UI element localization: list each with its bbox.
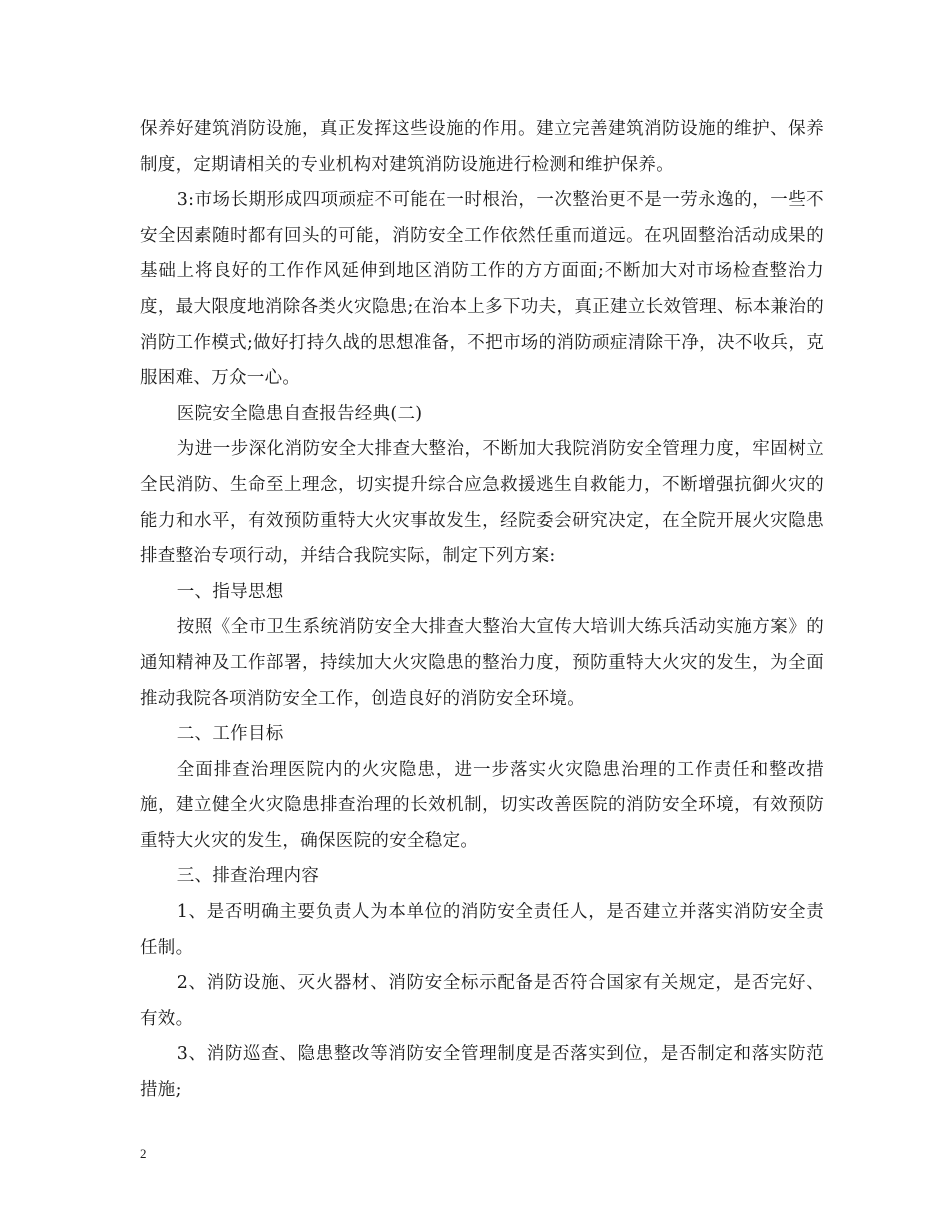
paragraph-intro: 为进一步深化消防安全大排查大整治，不断加大我院消防安全管理力度，牢固树立全民消防、生命至上理念，切实提升综合应急救援逃生自救能力，不断增强抗御火灾的能力和水平，有效预防重特大火灾事故发生，经院委会研究决定，在全院开展火灾隐患排查整治专项行动，并结合我院实际，制定下列方案: [140, 439, 824, 567]
section-title-report-2: 医院安全隐患自查报告经典(二) [176, 403, 423, 424]
heading-inspection-content: 三、排查治理内容 [176, 866, 320, 887]
heading-work-goals: 二、工作目标 [176, 724, 284, 745]
list-item-1: 1、是否明确主要负责人为本单位的消防安全责任人，是否建立并落实消防安全责任制。 [140, 902, 824, 958]
paragraph-work-goals: 全面排查治理医院内的火灾隐患，进一步落实火灾隐患治理的工作责任和整改措施，建立健全火灾隐患排查治理的长效机制，切实改善医院的消防安全环境，有效预防重特大火灾的发生，确保医院的安全稳定。 [140, 759, 824, 851]
document-page [140, 112, 824, 1109]
paragraph-market-item-3: 3:市场长期形成四项顽症不可能在一时根治，一次整治更不是一劳永逸的，一些不安全因素随时都有回头的可能，消防安全工作依然任重而道远。在巩固整治活动成果的基础上将良好的工作作风延伸到地区消防工作的方方面面;不断加大对市场检查整治力度，最大限度地消除各类火灾隐患;在治本上多下功夫，真正建立长效管理、标本兼治的消防工作模式;做好打持久战的思想准备，不把市场的消防顽症清除干净，决不收兵，克服困难、万众一心。 [140, 190, 824, 389]
paragraph-guiding-ideology: 按照《全市卫生系统消防安全大排查大整治大宣传大培训大练兵活动实施方案》的通知精神及工作部署，持续加大火灾隐患的整治力度，预防重特大火灾的发生，为全面推动我院各项消防安全工作，创造良好的消防安全环境。 [140, 617, 824, 709]
list-item-3: 3、消防巡查、隐患整改等消防安全管理制度是否落实到位，是否制定和落实防范措施; [140, 1044, 824, 1101]
heading-guiding-ideology: 一、指导思想 [176, 581, 284, 602]
paragraph-maintenance: 保养好建筑消防设施，真正发挥这些设施的作用。建立完善建筑消防设施的维护、保养制度，定期请相关的专业机构对建筑消防设施进行检测和维护保养。 [140, 119, 824, 175]
list-item-2: 2、消防设施、灭火器材、消防安全标示配备是否符合国家有关规定，是否完好、有效。 [140, 973, 824, 1029]
page-number: 2 [140, 1146, 147, 1161]
